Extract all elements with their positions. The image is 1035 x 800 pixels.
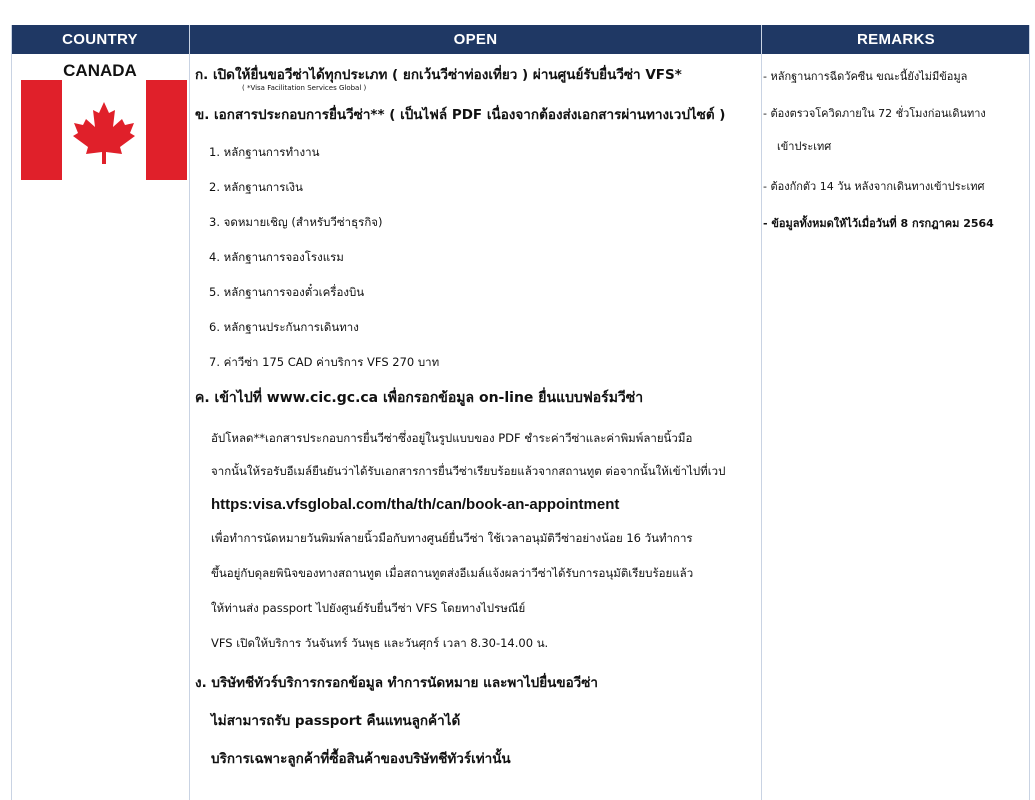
item-a: ก. เปิดให้ยื่นขอวีซ่าได้ทุกประเภท ( ยกเว้นวีซ่าท่องเที่ยว ) ผ่านศูนย์รับยื่นวีซ่า VFS* <box>195 67 682 83</box>
visa-info-table <box>11 25 1030 800</box>
list-item: 3. จดหมายเชิญ (สำหรับวีซ่าธุรกิจ) <box>209 215 383 229</box>
list-item: 5. หลักฐานการจองตั๋วเครื่องบิน <box>209 285 365 299</box>
list-item: 2. หลักฐานการเงิน <box>209 180 303 194</box>
item-a-note: ( *Visa Facilitation Services Global ) <box>242 84 367 92</box>
list-item: 4. หลักฐานการจองโรงแรม <box>209 250 344 264</box>
country-name: CANADA <box>63 61 137 80</box>
remark-item: เข้าประเทศ <box>777 140 832 153</box>
item-c-text: จากนั้นให้รอรับอีเมล์ยืนยันว่าได้รับเอกสารการยื่นวีซ่าเรียบร้อยแล้วจากสถานทูต ต่อจากนั้นให้เข้าไปที่เวป <box>211 464 726 478</box>
canada-flag-icon <box>21 80 187 180</box>
item-c-text: ขึ้นอยู่กับดุลยพินิจของทางสถานทูต เมื่อสถานทูตส่งอีเมล์แจ้งผลว่าวีซ่าได้รับการอนุมัติเรียบร้อยแล้ว <box>211 566 694 580</box>
item-c-text: เพื่อทำการนัดหมายวันพิมพ์ลายนิ้วมือกับทางศูนย์ยื่นวีซ่า ใช้เวลาอนุมัติวีซ่าอย่างน้อย 16 วันทำการ <box>211 531 693 545</box>
appointment-link[interactable]: https:visa.vfsglobal.com/tha/th/can/book-an-appointment <box>211 496 620 513</box>
remark-item: - ต้องตรวจโควิดภายใน 72 ชั่วโมงก่อนเดินทาง <box>763 107 986 120</box>
item-d: ง. บริษัทชีทัวร์บริการกรอกข้อมูล ทำการนัดหมาย และพาไปยื่นขอวีซ่า <box>195 675 599 691</box>
header-country: COUNTRY <box>11 25 189 54</box>
remark-item: - ต้องกักตัว 14 วัน หลังจากเดินทางเข้าประเทศ <box>763 180 985 193</box>
item-c-text: ให้ท่านส่ง passport ไปยังศูนย์รับยื่นวีซ่า VFS โดยทางไปรษณีย์ <box>211 601 526 615</box>
list-item: 6. หลักฐานประกันการเดินทาง <box>209 320 359 334</box>
divider <box>761 25 762 800</box>
remark-item: - หลักฐานการฉีดวัคซีน ขณะนี้ยังไม่มีข้อมูล <box>763 70 968 83</box>
item-c: ค. เข้าไปที่ www.cic.gc.ca เพื่อกรอกข้อมูล on-line ยื่นแบบฟอร์มวีซ่า <box>195 390 644 406</box>
remark-date: - ข้อมูลทั้งหมดให้ไว้เมื่อวันที่ 8 กรกฎาคม 2564 <box>763 217 994 230</box>
item-c-text: อัปโหลด**เอกสารประกอบการยื่นวีซ่าซึ่งอยู่ในรูปแบบของ PDF ชำระค่าวีซ่าและค่าพิมพ์ลายนิ้วมือ <box>211 431 693 445</box>
list-item: 7. ค่าวีซ่า 175 CAD ค่าบริการ VFS 270 บาท <box>209 355 440 369</box>
item-d-text: บริการเฉพาะลูกค้าที่ซื้อสินค้าของบริษัทชีทัวร์เท่านั้น <box>211 751 511 767</box>
divider <box>1029 25 1030 800</box>
header-remarks: REMARKS <box>762 25 1030 54</box>
divider <box>11 25 12 800</box>
header-open: OPEN <box>190 25 761 54</box>
item-b: ข. เอกสารประกอบการยื่นวีซ่า** ( เป็นไฟล์ PDF เนื่องจากต้องส่งเอกสารผ่านทางเวปไซต์ ) <box>195 107 726 123</box>
item-d-text: ไม่สามารถรับ passport คืนแทนลูกค้าได้ <box>211 713 461 729</box>
item-c-text: VFS เปิดให้บริการ วันจันทร์ วันพุธ และวันศุกร์ เวลา 8.30-14.00 น. <box>211 636 549 650</box>
list-item: 1. หลักฐานการทำงาน <box>209 145 320 159</box>
divider <box>189 25 190 800</box>
